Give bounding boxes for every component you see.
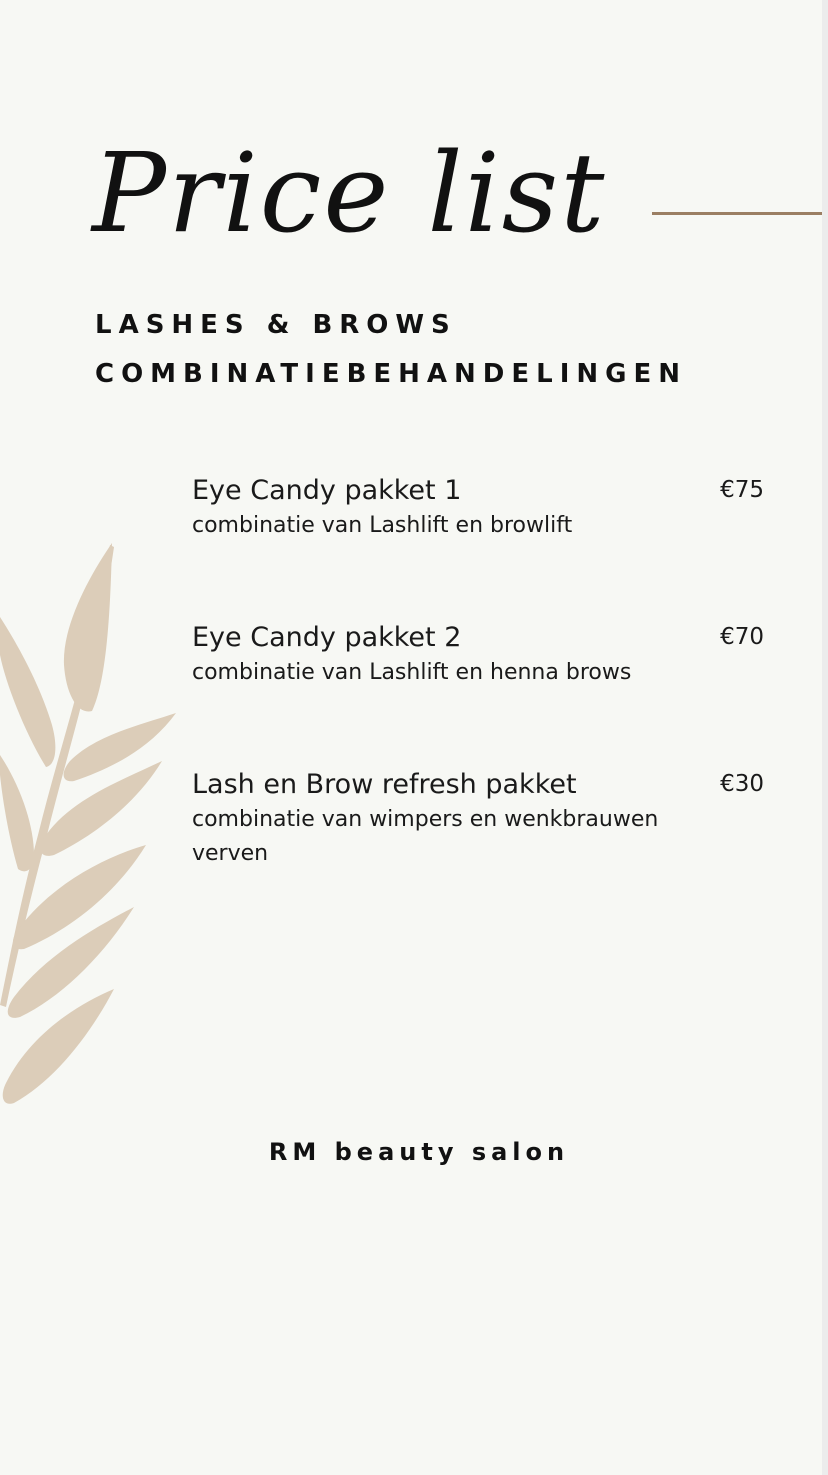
section-heading-combinatiebehandelingen: COMBINATIEBEHANDELINGEN: [95, 359, 688, 389]
price-item: [192, 767, 764, 871]
item-name: Eye Candy pakket 1: [192, 475, 462, 506]
item-description: combinatie van wimpers en wenkbrauwen verven: [192, 807, 659, 866]
item-description: combinatie van Lashlift en henna brows: [192, 660, 632, 685]
item-description: combinatie van Lashlift en browlift: [192, 513, 573, 538]
price-item: [192, 473, 764, 543]
item-name: Lash en Brow refresh pakket: [192, 769, 577, 800]
item-price: €75: [720, 477, 764, 503]
item-price: €30: [720, 771, 764, 797]
page-title: Price list: [92, 129, 607, 257]
page-edge: [822, 0, 828, 1475]
price-item: [192, 620, 764, 690]
item-price: €70: [720, 624, 764, 650]
section-heading-lashes-brows: LASHES & BROWS: [95, 310, 457, 340]
salon-name-footer: RM beauty salon: [268, 1138, 570, 1166]
leaf-branch-icon: [0, 535, 190, 1125]
title-divider-line: [652, 212, 822, 215]
item-name: Eye Candy pakket 2: [192, 622, 462, 653]
